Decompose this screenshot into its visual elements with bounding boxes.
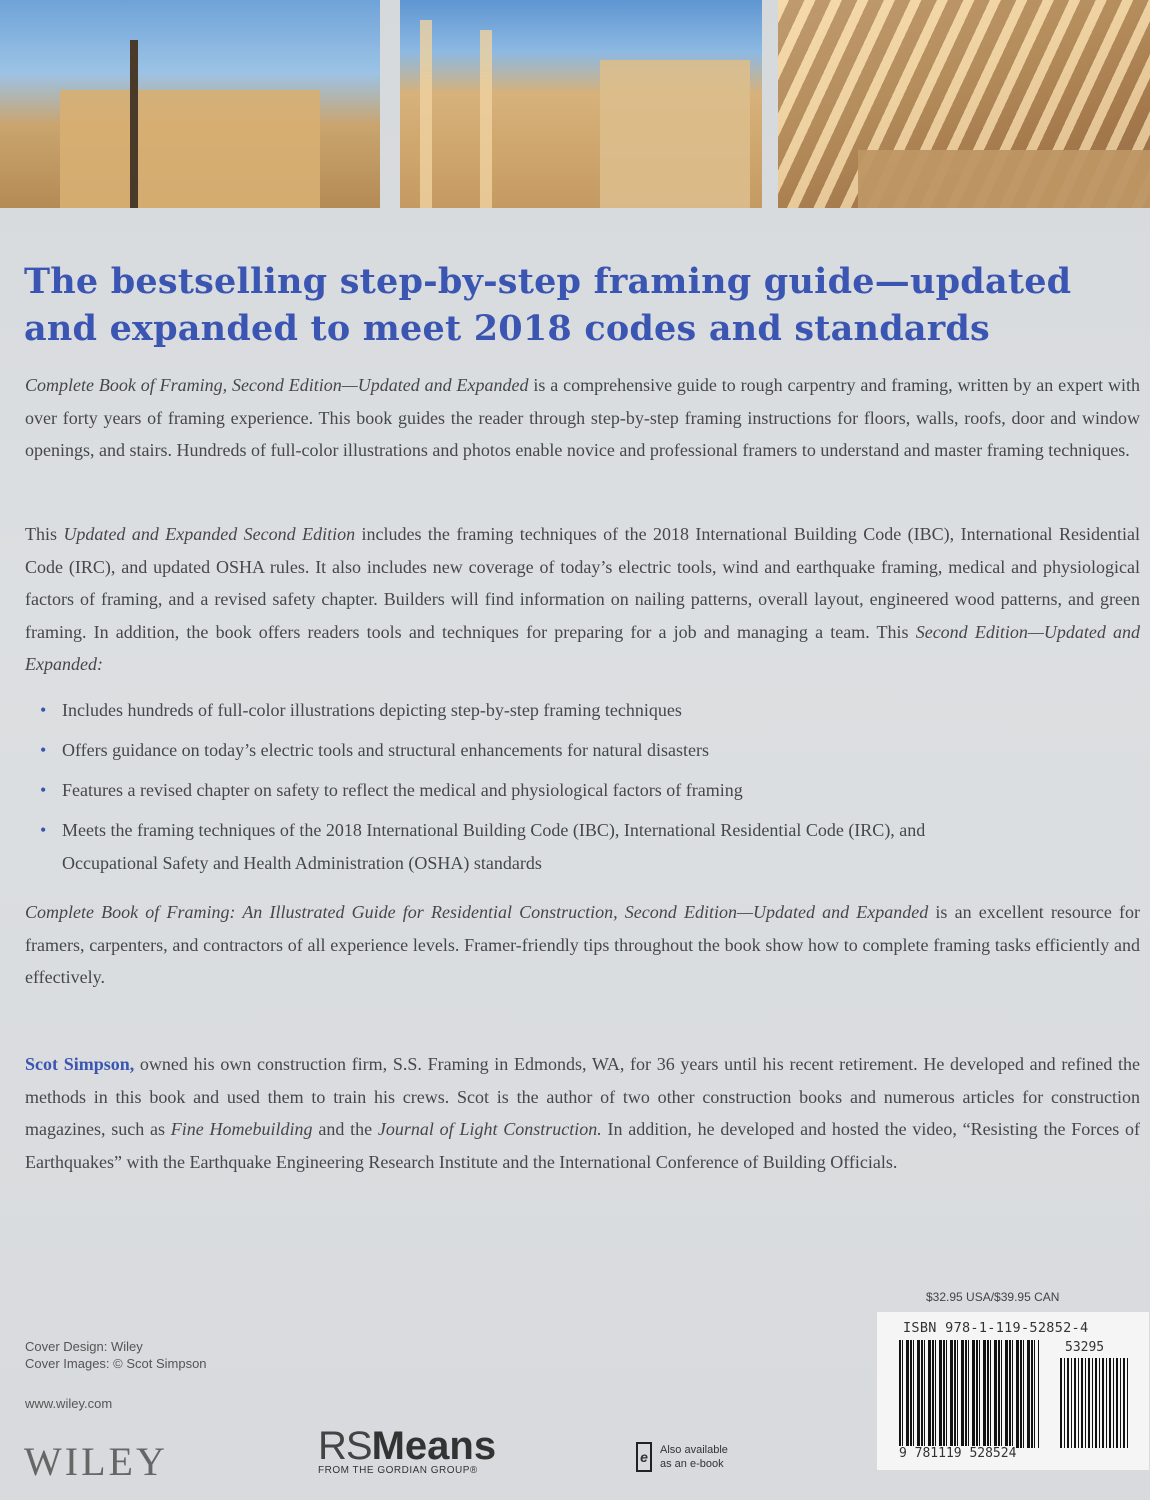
list-item [40,774,940,807]
italic-title: Updated and Expanded Second Edition [63,524,356,544]
list-item [40,814,940,879]
italic-title: Second Edition—Updated and Expanded: [25,621,1140,674]
headline [24,258,1144,352]
cover-images-credit: Cover Images: © Scot Simpson [25,1356,207,1371]
ebook-line: Also available [660,1444,728,1456]
italic-title: Complete Book of Framing: An Illustrated Guide for Residential Construction, Second Edition—Updated and Expanded [25,902,929,922]
description-paragraph [25,369,1140,467]
ebook-icon: e [636,1442,652,1472]
ebook-notice [636,1442,728,1472]
description-paragraph [25,518,1140,681]
text-segment: is a comprehensive guide to rough carpentry and framing, written by an expert with over forty years of framing experience. This book guides the reader through step-by-step framing instructions for floors, walls, roofs, door and window openings, and stairs. Hundreds of full-color illustrations and photos enable novice and professional framers to understand and master framing techniques. [25,375,1140,460]
barcode-addon-bars [1060,1358,1128,1448]
cover-photo-floor-joists [778,0,1150,208]
website-link[interactable]: www.wiley.com [25,1396,113,1411]
rsmeans-logo [318,1424,496,1476]
headline-line: and expanded to meet 2018 codes and standards [24,308,990,349]
gordian-text: FROM THE GORDIAN GROUP® [318,1465,478,1476]
text-segment: This [25,524,64,544]
bullet-text: Offers guidance on today’s electric tools and structural enhancements for natural disasters [62,740,709,760]
barcode-number: 9 781119 528524 [899,1446,1017,1461]
text-segment: is an excellent resource for framers, carpenters, and contractors of all experience levels. Framer-friendly tips throughout the book show how to complete framing tasks efficiently and effectively. [25,902,1141,987]
summary-paragraph [25,896,1140,994]
barcode-addon: 53295 [1065,1340,1105,1355]
italic-title: Fine Homebuilding [170,1119,313,1139]
ebook-line: as an e-book [660,1458,724,1470]
bullet-icon: • [40,820,47,840]
text-segment: includes the framing techniques of the 2018 International Building Code (IBC), International Residential Code (IRC), and updated OSHA rules. It also includes new coverage of today’s electric tools, wind and earthquake framing, medical and physiological factors of framing, and a revised safety chapter. Builders will find information on nailing patterns, overall layout, engineered wood patterns, and green framing. In addition, the book offers readers tools and techniques for preparing for a job and managing a team. This [25,524,1140,642]
bullet-text: Includes hundreds of full-color illustrations depicting step-by-step framing techniques [62,700,682,720]
italic-title: Journal of Light Construction. [377,1119,602,1139]
cover-photo-house-framing [0,0,380,208]
bullet-text: Meets the framing techniques of the 2018 International Building Code (IBC), International Residential Code (IRC), and Occupational Safety and Health Administration (OSHA) standards [62,820,926,873]
italic-title: Complete Book of Framing, Second Edition—Updated and Expanded [25,375,529,395]
price: $32.95 USA/$39.95 CAN [926,1290,1060,1304]
wiley-logo: WILEY [24,1439,168,1484]
barcode-bars [899,1340,1039,1448]
list-item [40,734,940,767]
text-segment: and the [312,1119,378,1139]
text-segment: owned his own construction firm, S.S. Framing in Edmonds, WA, for 36 years until his recent retirement. He developed and refined the methods in this book and used them to train his crews. Scot is the author of two other construction books and numerous articles for construction magazines, such as [25,1054,1141,1139]
text-segment: In addition, he developed and hosted the video, “Resisting the Forces of Earthquakes” with the Earthquake Engineering Research Institute and the International Conference of Building Officials. [25,1119,1140,1172]
isbn-text: ISBN 978-1-119-52852-4 [903,1320,1089,1336]
bullet-icon: • [40,700,47,720]
bullet-text: Features a revised chapter on safety to reflect the medical and physiological factors of framing [62,780,743,800]
rs-text: RS [318,1424,372,1468]
barcode [877,1312,1149,1470]
headline-line: The bestselling step-by-step framing guide—updated [24,261,1072,302]
bullet-icon: • [40,740,47,760]
cover-design-credit: Cover Design: Wiley [25,1339,143,1354]
bullet-icon: • [40,780,47,800]
author-name: Scot Simpson, [25,1054,135,1074]
means-text: Means [371,1424,497,1468]
cover-photo-wall-framing [400,0,762,208]
author-bio [25,1048,1140,1178]
list-item [40,694,940,727]
feature-list [40,694,940,887]
